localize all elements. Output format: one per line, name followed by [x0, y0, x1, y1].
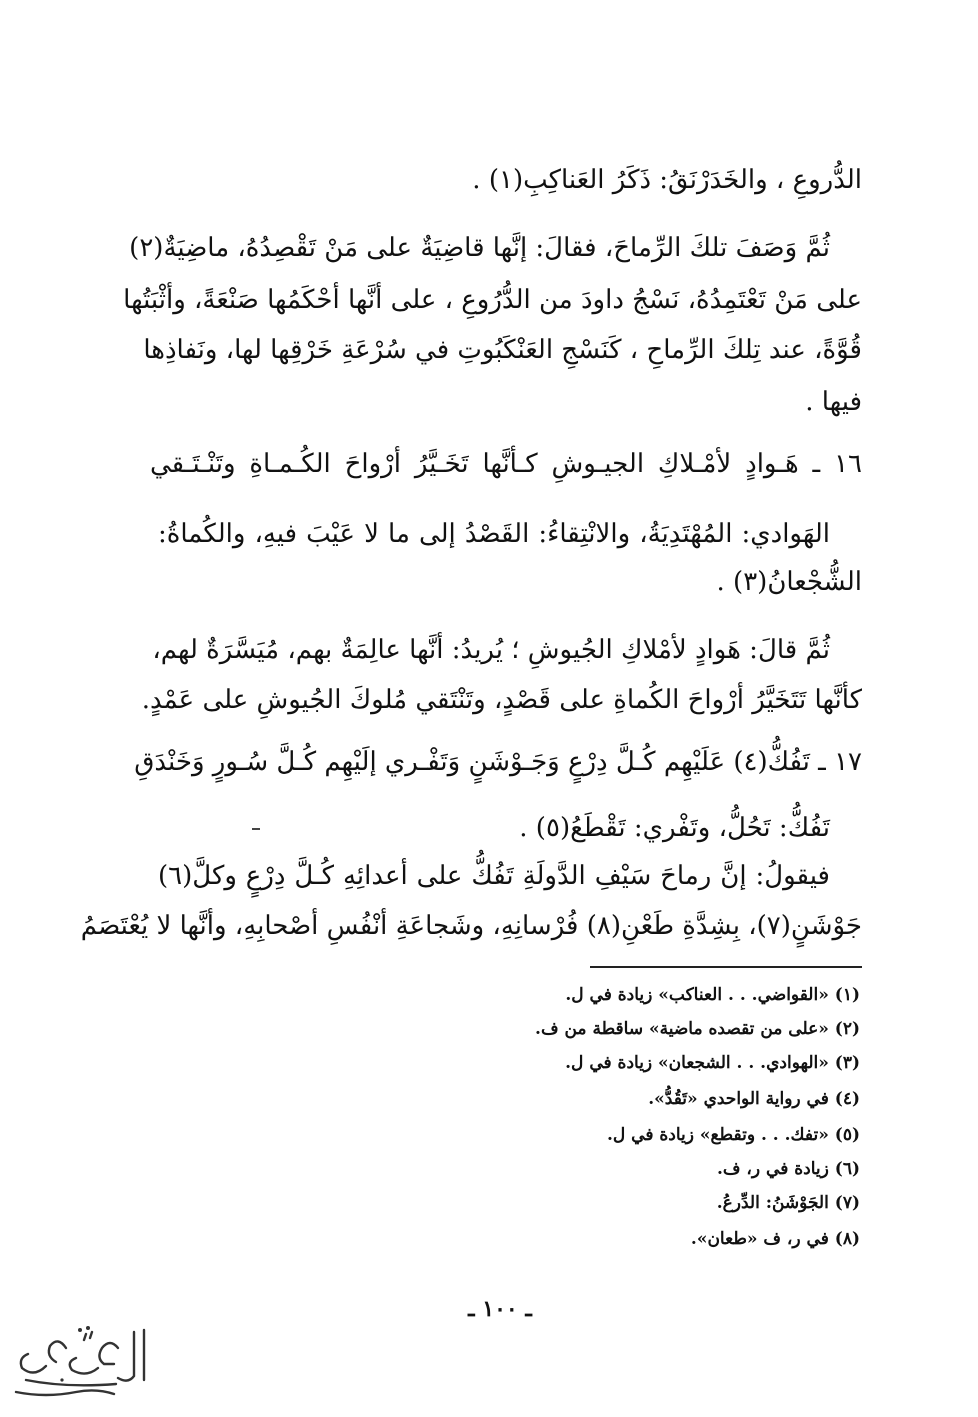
- text-line-3: على مَنْ تَعْتَمِدُهُ، نَسْجُ داودَ من الدُّرُوعِ ، على أنَّها أحْكَمُها صَنْعَةً، وأثْبَتُها: [123, 285, 862, 315]
- verse-17: ١٧ ـ تَفُكُّ(٤) عَلَيْهِم كُـلَّ دِرْعٍ وَجَـوْشَنٍ وَتَفْـري إلَيْهِم كُـلَّ سُـورٍ وَخَنْدَقِ: [134, 747, 862, 777]
- footnote-6: (٦) زيادة في ر، ف.: [716, 1159, 860, 1179]
- footnote-5: (٥) «تفك. . . وتقطع» زيادة في ل.: [606, 1125, 860, 1145]
- text-line-10: تَفُكُّ: تَحُلُّ، وتَفْري: تَقْطَعُ(٥) .: [519, 813, 830, 843]
- text-line-4: قُوَّةً، عند تِلكَ الرِّماحِ ، كَنَسْجِ العَنْكَبُوتِ في سُرْعَةِ خَرْقِها لها، ونَفاذِها: [143, 335, 862, 365]
- page-number: ـ ١٠٠ ـ: [468, 1296, 532, 1322]
- footnote-3: (٣) «الهوادي. . . الشجعان» زيادة في ل.: [565, 1053, 860, 1073]
- footnote-4: (٤) في رواية الواحدي «تَقُدُّ».: [648, 1089, 860, 1109]
- footnote-8: (٨) في ر، ف «طعان».: [690, 1229, 860, 1249]
- text-line-7: الشُّجْعانُ(٣) .: [716, 567, 862, 597]
- text-line-2: ثُمَّ وَصَفَ تلكَ الرِّماحَ، فقالَ: إنَّها قاضِيَةٌ على مَنْ تَقْصِدُهُ، ماضِيَةٌ(٢): [129, 233, 830, 263]
- text-line-6: الهَوادي: المُهْتَدِيَةُ، والانْتِقاءُ: القَصْدُ إلى ما لا عَيْبَ فيهِ، والكُماةُ:: [158, 519, 830, 549]
- text-line-9: كأنَّها تَتَخَيَّرُ أرْواحَ الكُماةِ على قَصْدٍ، وتَنْتَقي مُلوكَ الجُيوشِ على عَمْدٍ.: [141, 685, 862, 715]
- footnote-1: (١) «القواضي. . . العناكب» زيادة في ل.: [565, 985, 860, 1005]
- text-line-1: الدُّروعِ ، والخَدَرْنَقُ: ذَكَرُ العَناكِبِ(١) .: [472, 165, 862, 195]
- footnote-separator: [590, 966, 862, 968]
- footnote-7: (٧) الجَوْشَنُ: الدِّرعُ.: [716, 1193, 860, 1213]
- text-line-12: جَوْشَنٍ(٧)، بِشِدَّةِ طَعْنِ(٨) فُرْسانِهِ، وشَجاعَةِ أنْفُسِ أصْحابِهِ، وأنَّها لا يُعْتَصَمُ: [80, 911, 862, 941]
- footnote-2: (٢) «على من تقصده ماضية» ساقطة من ف.: [535, 1019, 860, 1039]
- ink-speck: [252, 828, 260, 830]
- text-line-11: فيقولُ: إنَّ رماحَ سَيْفِ الدَّولَةِ تَفُكُّ على أعدائِهِ كُـلَّ دِرْعٍ وكلَّ(٦): [158, 861, 830, 891]
- text-line-5: فيها .: [805, 387, 862, 417]
- text-line-8: ثُمَّ قالَ: هَوادٍ لأمْلاكِ الجُيوشِ ؛ يُريدُ: أنَّها عالِمَةٌ بهم، مُيَسَّرَةٌ لهم،: [152, 635, 830, 665]
- verse-16: ١٦ ـ هَـوادٍ لأمْـلاكِ الجيـوشِ كـأنَّها تَخَـيَّرُ أرْواحَ الكُـمـاةِ وتَنْـتَـقي: [150, 449, 862, 479]
- library-seal-logo: [6, 1318, 156, 1408]
